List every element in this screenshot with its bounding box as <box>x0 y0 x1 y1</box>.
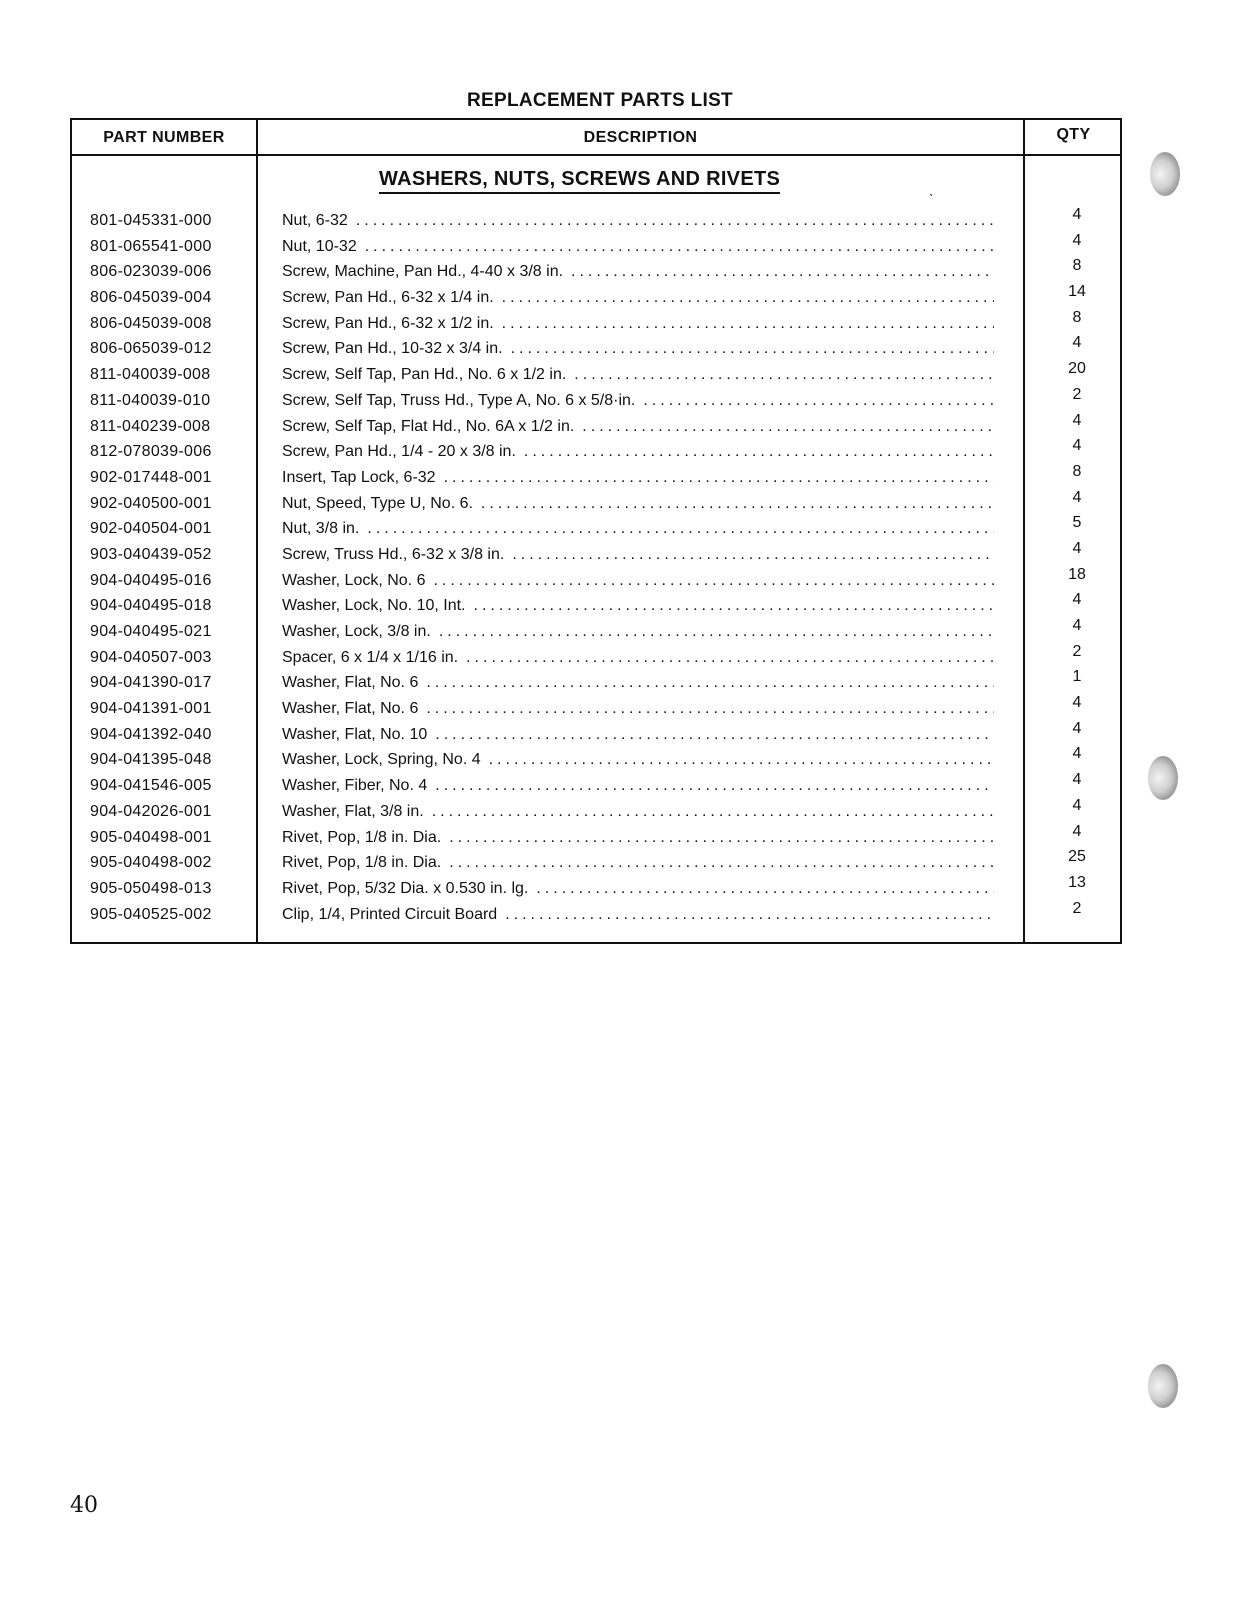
dot-leader <box>432 799 994 825</box>
dot-leader <box>512 542 994 568</box>
qty-cell: 2 <box>1072 385 1082 403</box>
qty-cell: 20 <box>1068 360 1086 378</box>
page-number: 40 <box>70 1493 98 1518</box>
table-row <box>72 593 1120 619</box>
dot-leader <box>574 362 994 388</box>
description-text: Rivet, Pop, 1/8 in. Dia. <box>282 854 442 872</box>
description-cell <box>282 362 994 388</box>
dot-leader <box>444 465 994 491</box>
description-text: Rivet, Pop, 1/8 in. Dia. <box>282 828 442 846</box>
qty-cell: 2 <box>1072 642 1082 660</box>
section-title: WASHERS, NUTS, SCREWS AND RIVETS <box>379 168 780 194</box>
qty-cell: 4 <box>1072 334 1082 352</box>
description-text: Spacer, 6 x 1/4 x 1/16 in. <box>282 648 459 666</box>
table-row <box>72 747 1120 773</box>
description-cell <box>282 491 994 517</box>
description-cell <box>282 388 994 414</box>
dot-leader <box>426 696 994 722</box>
dot-leader <box>433 568 994 594</box>
description-text: Washer, Lock, 3/8 in. <box>282 623 431 640</box>
punch-hole-icon <box>1148 1364 1178 1408</box>
table-row <box>72 516 1120 542</box>
header-description: DESCRIPTION <box>583 129 698 146</box>
dot-leader <box>449 825 994 851</box>
description-cell <box>282 670 994 696</box>
qty-cell: 4 <box>1072 796 1082 814</box>
part-number-cell: 904-042026-001 <box>90 802 212 820</box>
description-text: Rivet, Pop, 5/32 Dia. x 0.530 in. lg. <box>282 879 529 897</box>
description-text: Screw, Pan Hd., 10-32 x 3/4 in. <box>282 340 503 358</box>
description-text: Screw, Pan Hd., 6-32 x 1/2 in. <box>282 314 494 332</box>
qty-cell: 2 <box>1072 899 1082 917</box>
qty-cell: 4 <box>1072 617 1082 634</box>
description-text: Screw, Self Tap, Flat Hd., No. 6A x 1/2 in. <box>282 417 575 435</box>
qty-cell: 4 <box>1072 437 1082 455</box>
stray-mark: ˎ <box>929 180 934 196</box>
qty-cell: 18 <box>1068 565 1086 583</box>
dot-leader <box>356 208 994 234</box>
dot-leader <box>435 722 994 748</box>
description-cell <box>282 285 994 311</box>
qty-cell: 8 <box>1072 308 1082 326</box>
qty-cell: 4 <box>1072 411 1082 429</box>
table-row <box>72 796 1120 825</box>
dot-leader <box>365 234 994 260</box>
description-text: Screw, Machine, Pan Hd., 4-40 x 3/8 in. <box>282 263 564 281</box>
description-cell <box>282 336 994 362</box>
dot-leader <box>505 902 994 928</box>
qty-cell: 1 <box>1072 668 1082 686</box>
description-text: Nut, 6-32 <box>282 212 348 229</box>
description-text: Screw, Pan Hd., 6-32 x 1/4 in. <box>282 289 494 307</box>
qty-cell: 14 <box>1068 283 1086 301</box>
description-cell <box>282 465 994 491</box>
qty-cell: 8 <box>1072 257 1082 275</box>
part-number-cell: 806-023039-006 <box>90 263 212 281</box>
table-row <box>72 439 1120 465</box>
part-number-cell: 905-040498-002 <box>90 854 212 872</box>
punch-hole-icon <box>1150 152 1180 196</box>
part-number-cell: 801-045331-000 <box>90 212 212 229</box>
qty-cell: 4 <box>1072 539 1082 557</box>
qty-cell: 25 <box>1068 848 1086 866</box>
dot-leader <box>474 593 995 619</box>
description-cell <box>282 696 994 722</box>
dot-leader <box>367 516 994 542</box>
qty-cell: 4 <box>1072 694 1082 712</box>
table-row <box>72 539 1120 568</box>
table-row <box>72 336 1120 362</box>
table-body <box>72 208 1120 927</box>
table-row <box>72 208 1120 234</box>
description-cell <box>282 208 994 234</box>
qty-cell: 4 <box>1072 771 1082 789</box>
table-row <box>72 696 1120 722</box>
description-cell <box>282 799 994 825</box>
part-number-cell: 904-040507-003 <box>90 648 212 666</box>
dot-leader <box>536 876 994 902</box>
qty-cell: 4 <box>1072 719 1082 737</box>
description-text: Screw, Self Tap, Truss Hd., Type A, No. 6 x 5/8·in. <box>282 391 636 409</box>
part-number-cell: 904-041395-048 <box>90 751 212 769</box>
description-text: Washer, Lock, No. 6 <box>282 571 426 589</box>
description-cell <box>282 234 994 260</box>
qty-cell: 4 <box>1072 488 1082 506</box>
description-text: Washer, Lock, No. 10, Int. <box>282 597 466 615</box>
qty-cell: 8 <box>1072 462 1082 480</box>
description-cell <box>282 414 994 440</box>
table-row <box>72 259 1120 285</box>
punch-hole-icon <box>1148 756 1178 800</box>
dot-leader <box>511 336 994 362</box>
table-row <box>72 488 1120 517</box>
qty-cell: 13 <box>1068 873 1086 891</box>
description-text: Screw, Pan Hd., 1/4 - 20 x 3/8 in. <box>282 443 516 461</box>
description-text: Nut, 10-32 <box>282 237 357 255</box>
description-cell <box>282 311 994 337</box>
dot-leader <box>489 747 994 773</box>
table-row <box>72 899 1120 928</box>
part-number-cell: 904-040495-021 <box>90 623 212 640</box>
dot-leader <box>439 619 994 645</box>
part-number-cell: 801-065541-000 <box>90 237 212 255</box>
table-row <box>72 308 1120 337</box>
part-number-cell: 806-045039-004 <box>90 289 212 307</box>
table-row <box>72 362 1120 388</box>
table-row <box>72 642 1120 671</box>
description-cell <box>282 516 994 542</box>
header-divider <box>72 154 1120 156</box>
description-text: Washer, Flat, No. 6 <box>282 700 419 718</box>
part-number-cell: 905-050498-013 <box>90 879 212 897</box>
description-cell <box>282 747 994 773</box>
table-row <box>72 231 1120 260</box>
qty-cell: 4 <box>1072 745 1082 763</box>
part-number-cell: 904-040495-016 <box>90 571 212 589</box>
table-row <box>72 462 1120 491</box>
table-row <box>72 385 1120 414</box>
description-cell <box>282 722 994 748</box>
description-cell <box>282 645 994 671</box>
part-number-cell: 811-040039-008 <box>90 366 211 384</box>
description-cell <box>282 825 994 851</box>
part-number-cell: 806-045039-008 <box>90 314 212 332</box>
dot-leader <box>466 645 994 671</box>
part-number-cell: 905-040525-002 <box>90 905 212 923</box>
description-cell <box>282 259 994 285</box>
dot-leader <box>502 285 994 311</box>
description-text: Clip, 1/4, Printed Circuit Board <box>282 905 498 923</box>
description-cell <box>282 619 994 645</box>
description-text: Washer, Flat, No. 10 <box>282 725 428 743</box>
header-part-number: PART NUMBER <box>103 129 225 146</box>
part-number-cell: 806-065039-012 <box>90 340 212 358</box>
page-title: REPLACEMENT PARTS LIST <box>467 90 733 111</box>
part-number-cell: 904-040495-018 <box>90 597 212 615</box>
table-row <box>72 719 1120 748</box>
description-text: Washer, Flat, No. 6 <box>282 674 419 692</box>
description-cell <box>282 568 994 594</box>
description-text: Washer, Fiber, No. 4 <box>282 777 428 795</box>
part-number-cell: 904-041390-017 <box>90 674 212 692</box>
description-text: Insert, Tap Lock, 6-32 <box>282 468 436 486</box>
table-row <box>72 285 1120 311</box>
parts-table <box>70 118 1122 944</box>
table-row <box>72 411 1120 440</box>
table-row <box>72 619 1120 645</box>
description-cell <box>282 902 994 928</box>
description-text: Screw, Truss Hd., 6-32 x 3/8 in. <box>282 545 505 563</box>
table-row <box>72 670 1120 696</box>
description-text: Screw, Self Tap, Pan Hd., No. 6 x 1/2 in. <box>282 366 567 384</box>
dot-leader <box>524 439 994 465</box>
part-number-cell: 902-040500-001 <box>90 494 212 512</box>
qty-cell: 4 <box>1072 822 1082 840</box>
header-qty: QTY <box>1056 126 1091 143</box>
table-row <box>72 822 1120 851</box>
part-number-cell: 902-017448-001 <box>90 468 212 486</box>
dot-leader <box>449 850 994 876</box>
dot-leader <box>481 491 994 517</box>
table-row <box>72 773 1120 799</box>
part-number-cell: 904-041546-005 <box>90 777 212 795</box>
part-number-cell: 811-040239-008 <box>90 417 211 435</box>
description-text: Washer, Lock, Spring, No. 4 <box>282 751 481 769</box>
part-number-cell: 811-040039-010 <box>90 391 211 409</box>
description-cell <box>282 542 994 568</box>
qty-cell: 4 <box>1072 231 1082 249</box>
description-cell <box>282 850 994 876</box>
part-number-cell: 904-041391-001 <box>90 700 212 718</box>
description-cell <box>282 773 994 799</box>
part-number-cell: 904-041392-040 <box>90 725 212 743</box>
description-text: Washer, Flat, 3/8 in. <box>282 802 424 820</box>
dot-leader <box>502 311 994 337</box>
part-number-cell: 812-078039-006 <box>90 443 212 461</box>
table-row <box>72 850 1120 876</box>
part-number-cell: 905-040498-001 <box>90 828 212 846</box>
qty-cell: 5 <box>1072 514 1082 532</box>
dot-leader <box>582 414 994 440</box>
part-number-cell: 902-040504-001 <box>90 520 212 538</box>
qty-cell: 4 <box>1072 591 1082 609</box>
description-cell <box>282 439 994 465</box>
dot-leader <box>571 259 994 285</box>
dot-leader <box>426 670 994 696</box>
dot-leader <box>643 388 994 414</box>
table-row <box>72 873 1120 902</box>
description-cell <box>282 876 994 902</box>
description-text: Nut, 3/8 in. <box>282 520 360 538</box>
qty-cell: 4 <box>1072 206 1082 223</box>
description-text: Nut, Speed, Type U, No. 6. <box>282 494 473 512</box>
table-row <box>72 565 1120 594</box>
dot-leader <box>435 773 994 799</box>
description-cell <box>282 593 994 619</box>
part-number-cell: 903-040439-052 <box>90 545 212 563</box>
